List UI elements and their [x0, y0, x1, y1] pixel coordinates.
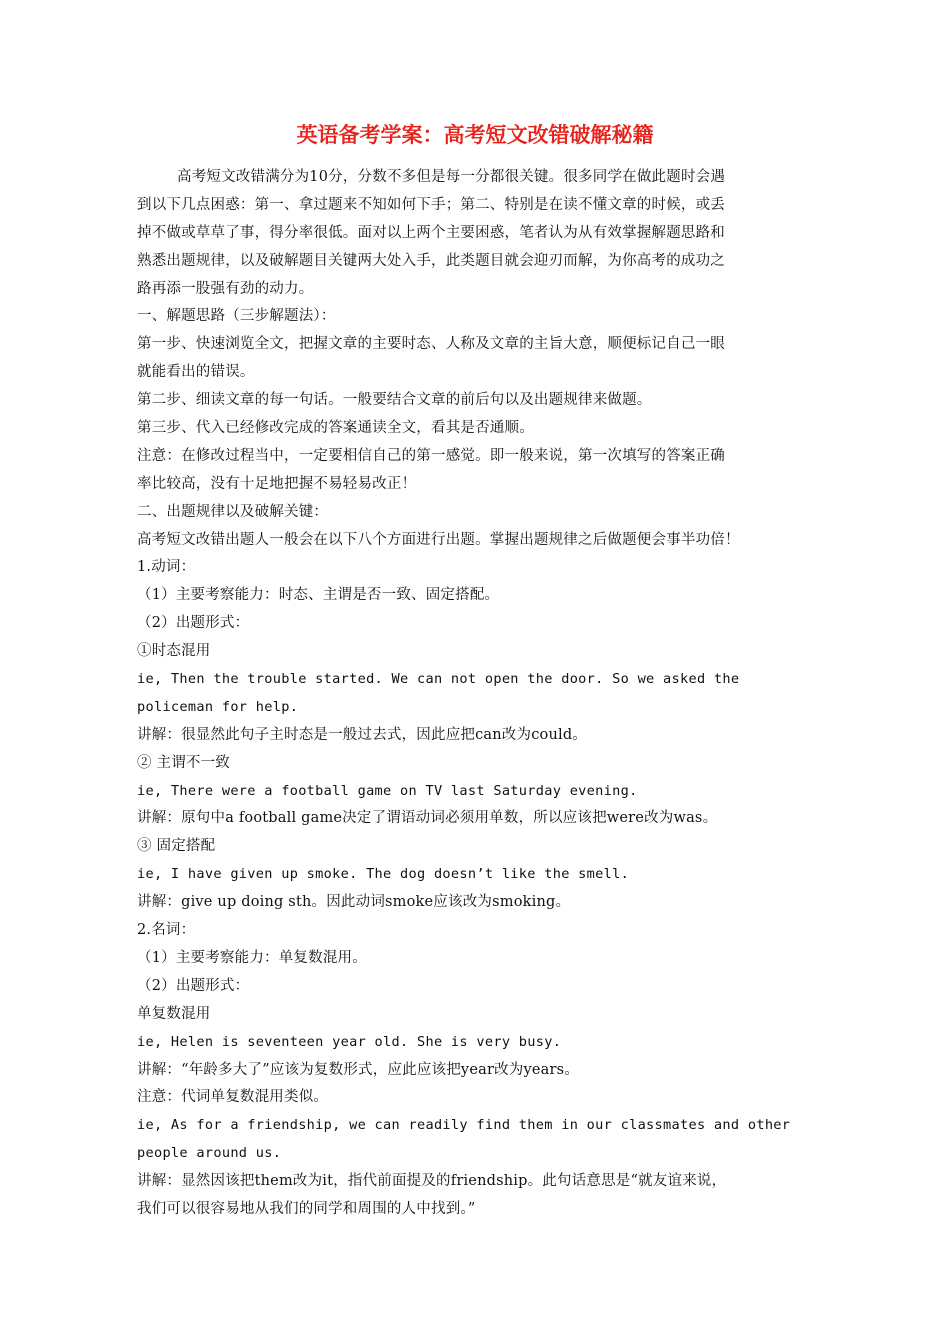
explanation-line: 讲解：显然因该把them改为it，指代前面提及的friendship。此句话意思是“就友谊来说， — [137, 1173, 727, 1190]
note-line: 注意：在修改过程当中，一定要相信自己的第一感觉。即一般来说，第一次填写的答案正确 — [137, 447, 725, 464]
section-heading: 一、解题思路（三步解题法）： — [137, 308, 336, 325]
example-sentence: ie, Helen is seventeen year old. She is very busy. — [137, 1033, 562, 1050]
paragraph-line: 第三步、代入已经修改完成的答案通读全文，看其是否通顺。 — [137, 420, 534, 437]
item-heading: 单复数混用 — [137, 1005, 211, 1022]
list-line: （1）主要考察能力：时态、主谓是否一致、固定搭配。 — [137, 587, 500, 604]
paragraph-line: 掉不做或草草了事，得分率很低。面对以上两个主要困惑，笔者认为从有效掌握解题思路和 — [137, 224, 725, 241]
paragraph-line: 熟悉出题规律，以及破解题目关键两大处入手，此类题目就会迎刃而解，为你高考的成功之 — [137, 252, 725, 269]
list-line: （1）主要考察能力：单复数混用。 — [137, 949, 367, 966]
section-heading: 二、出题规律以及破解关键： — [137, 503, 329, 520]
explanation-line: 讲解：很显然此句子主时态是一般过去式，因此应把can改为could。 — [137, 726, 588, 743]
item-heading: ①时态混用 — [137, 643, 211, 660]
document-title: 英语备考学案：高考短文改错破解秘籍 — [296, 122, 654, 147]
document-body — [137, 164, 819, 1224]
paragraph-line: 第一步、快速浏览全文，把握文章的主要时态、人称及文章的主旨大意，顺便标记自己一眼 — [137, 336, 725, 353]
paragraph-line: 高考短文改错满分为10分，分数不多但是每一分都很关键。很多同学在做此题时会遇 — [177, 169, 726, 185]
paragraph-line: 到以下几点困惑：第一、拿过题来不知如何下手；第二、特别是在读不懂文章的时候，或丢 — [137, 196, 725, 213]
paragraph-line: 第二步、细读文章的每一句话。一般要结合文章的前后句以及出题规律来做题。 — [137, 392, 652, 409]
paragraph-line: 就能看出的错误。 — [137, 364, 255, 381]
note-line: 率比较高，没有十足地把握不易轻易改正！ — [137, 475, 417, 492]
list-line: （2）出题形式： — [137, 977, 250, 994]
explanation-line: 讲解：“年龄多大了”应该为复数形式，应此应该把year改为years。 — [137, 1061, 579, 1078]
subsection-heading: 2.名词： — [137, 922, 196, 939]
example-sentence: ie, Then the trouble started. We can not open the door. So we asked the — [137, 671, 740, 688]
example-sentence: ie, I have given up smoke. The dog doesn’t like the smell. — [137, 866, 630, 883]
example-sentence: ie, There were a football game on TV last Saturday evening. — [137, 782, 638, 799]
paragraph-line: 高考短文改错出题人一般会在以下八个方面进行出题。掌握出题规律之后做题便会事半功倍！ — [137, 531, 740, 548]
example-sentence: policeman for help. — [137, 698, 299, 715]
item-heading: ③ 固定搭配 — [137, 838, 216, 855]
explanation-line: 我们可以很容易地从我们的同学和周围的人中找到。” — [137, 1200, 476, 1217]
item-heading: ② 主谓不一致 — [137, 754, 231, 771]
example-sentence: ie, As for a friendship, we can readily find them in our classmates and other — [137, 1117, 791, 1134]
paragraph-line: 路再添一股强有劲的动力。 — [137, 280, 314, 297]
note-line: 注意：代词单复数混用类似。 — [137, 1089, 329, 1106]
list-line: （2）出题形式： — [137, 615, 250, 632]
explanation-line: 讲解：give up doing sth。因此动词smoke应该改为smoking。 — [137, 894, 571, 911]
subsection-heading: 1.动词： — [137, 559, 196, 576]
explanation-line: 讲解：原句中a football game决定了谓语动词必须用单数，所以应该把were改为was。 — [137, 810, 718, 827]
example-sentence: people around us. — [137, 1145, 282, 1162]
